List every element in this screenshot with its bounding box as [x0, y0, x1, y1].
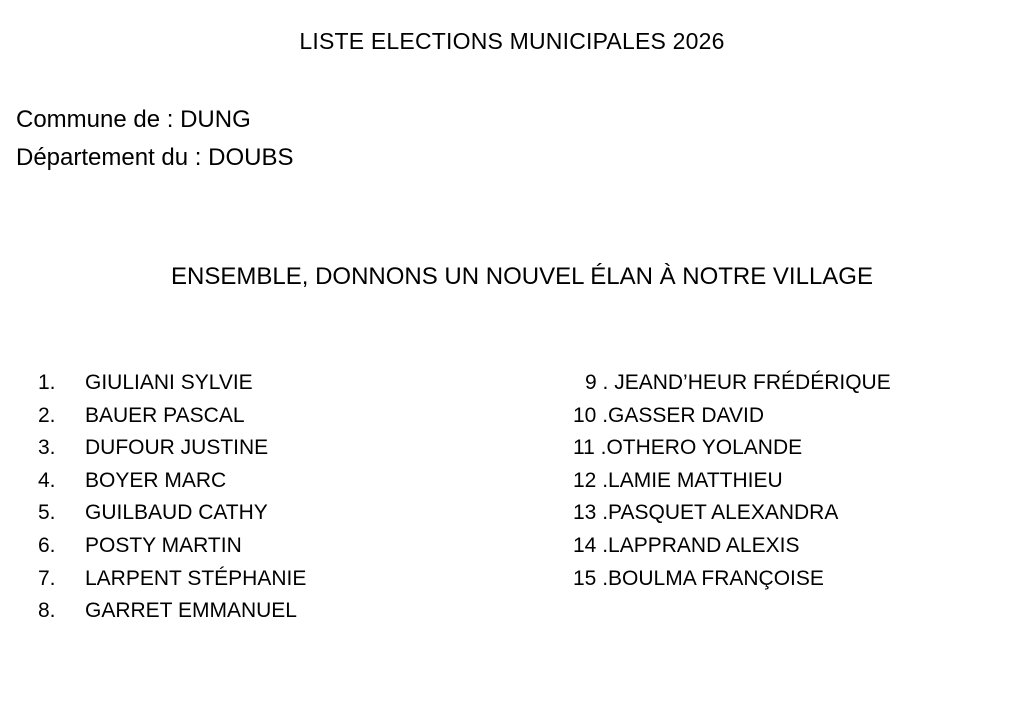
commune-line: Commune de : DUNG [16, 106, 251, 133]
candidate-name: DUFOUR JUSTINE [85, 436, 269, 460]
list-slogan: ENSEMBLE, DONNONS UN NOUVEL ÉLAN À NOTRE VILLAGE [171, 263, 873, 290]
departement-line: Département du : DOUBS [16, 144, 294, 171]
candidate-number: 1. [38, 371, 56, 394]
candidate-item [573, 400, 891, 433]
candidate-name: LAMIE MATTHIEU [608, 468, 783, 492]
candidate-item [38, 465, 306, 498]
candidate-name: BAUER PASCAL [85, 403, 245, 427]
candidate-number: 6. [38, 533, 56, 557]
candidate-number: 2. [38, 403, 56, 427]
candidate-item [38, 497, 306, 530]
candidate-item [573, 465, 891, 498]
candidate-item [573, 563, 891, 596]
candidate-item [38, 530, 306, 563]
candidate-item [38, 432, 306, 465]
candidate-name: JEAND’HEUR FRÉDÉRIQUE [608, 371, 891, 394]
candidate-item [573, 497, 891, 530]
candidate-number: 14 . [573, 533, 609, 557]
candidate-name: GUILBAUD CATHY [85, 501, 268, 525]
candidate-list-left [38, 367, 306, 628]
candidate-number: 7. [38, 566, 56, 590]
candidate-number: 5. [38, 501, 56, 525]
candidate-list-right [573, 367, 891, 595]
document-title: LISTE ELECTIONS MUNICIPALES 2026 [299, 28, 725, 54]
candidate-name: GASSER DAVID [608, 403, 765, 427]
candidate-item [573, 432, 891, 465]
candidate-number: 9 . [585, 371, 609, 394]
candidate-name: GIULIANI SYLVIE [85, 371, 253, 394]
candidate-number: 12 . [573, 468, 609, 492]
candidate-number: 10 . [573, 403, 609, 427]
candidate-name: PASQUET ALEXANDRA [608, 501, 839, 525]
candidate-number: 15 . [573, 566, 609, 590]
candidate-name: POSTY MARTIN [85, 533, 242, 557]
candidate-name: LAPPRAND ALEXIS [608, 533, 800, 557]
candidate-name: LARPENT STÉPHANIE [85, 566, 307, 590]
location-info [16, 101, 293, 177]
candidate-name: GARRET EMMANUEL [85, 599, 297, 623]
candidate-number: 11 . [573, 436, 607, 460]
candidate-number: 3. [38, 436, 56, 460]
candidate-item [573, 367, 891, 400]
candidate-item [38, 563, 306, 596]
candidate-number: 8. [38, 599, 56, 623]
candidate-item [38, 367, 306, 400]
candidate-item [38, 400, 306, 433]
candidate-item [573, 530, 891, 563]
candidate-item [38, 595, 306, 628]
candidate-number: 13 . [573, 501, 609, 525]
candidate-name: BOULMA FRANÇOISE [608, 566, 824, 590]
candidate-name: BOYER MARC [85, 468, 227, 492]
candidate-number: 4. [38, 468, 56, 492]
candidate-name: OTHERO YOLANDE [606, 436, 803, 460]
